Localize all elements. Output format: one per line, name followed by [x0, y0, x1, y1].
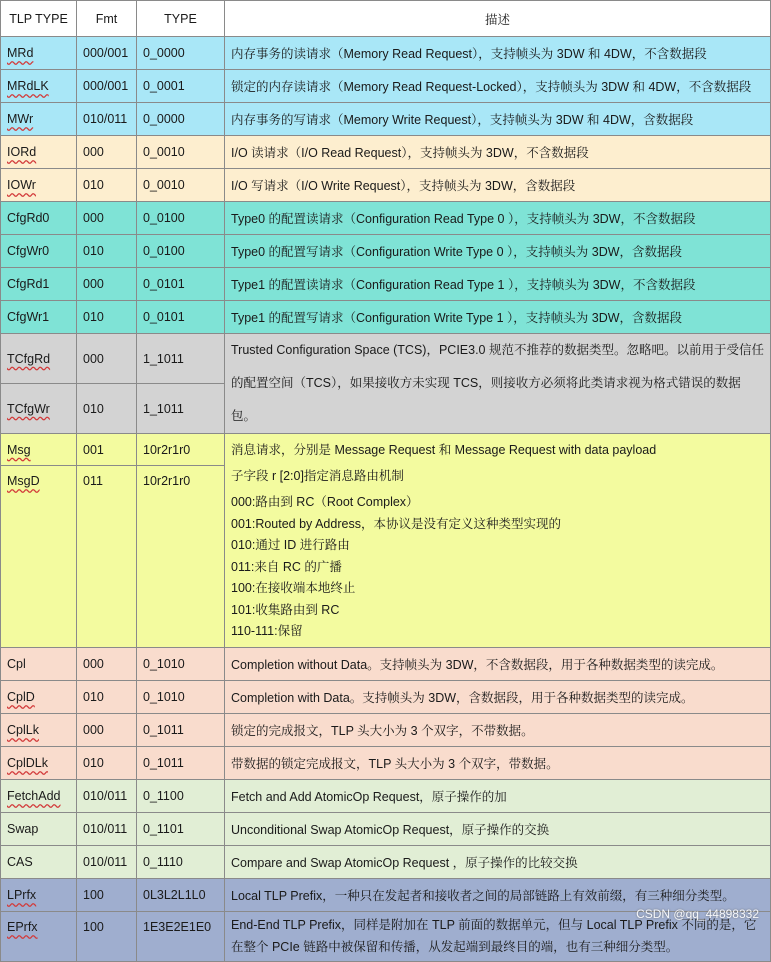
- tlp-desc: Local TLP Prefix，一种只在发起者和接收者之间的局部链路上有效前缀，有三种细分类型。: [225, 879, 771, 912]
- tlp-type-code: 1E3E2E1E0: [137, 912, 225, 962]
- tlp-desc: Type0 的配置读请求（Configuration Read Type 0 ），支持帧头为 3DW，不含数据段: [225, 202, 771, 235]
- msg-desc-line: 子字段 r [2:0]指定消息路由机制: [231, 469, 404, 483]
- tlp-fmt: 000: [77, 202, 137, 235]
- tlp-type-code: 1_1011: [137, 384, 225, 434]
- header-tlp-type: TLP TYPE: [1, 1, 77, 37]
- tlp-desc: Type0 的配置写请求（Configuration Write Type 0 ），支持帧头为 3DW，含数据段: [225, 235, 771, 268]
- table-row: [1, 103, 771, 136]
- table-row: [1, 648, 771, 681]
- tlp-fmt: 000: [77, 136, 137, 169]
- tlp-name: TCfgWr: [1, 384, 77, 434]
- tlp-desc: Fetch and Add AtomicOp Request，原子操作的加: [225, 780, 771, 813]
- tlp-type-code: 0_1010: [137, 681, 225, 714]
- table-row: [1, 434, 771, 466]
- tlp-fmt: 000: [77, 268, 137, 301]
- tlp-fmt: 001: [77, 434, 137, 466]
- table-row: [1, 136, 771, 169]
- tlp-fmt: 010/011: [77, 103, 137, 136]
- table-row: [1, 37, 771, 70]
- tlp-desc: 内存事务的写请求（Memory Write Request），支持帧头为 3DW 和 4DW，含数据段: [225, 103, 771, 136]
- msg-route-item: 100:在接收端本地终止: [231, 581, 356, 595]
- tlp-type-code: 10r2r1r0: [137, 434, 225, 466]
- tlp-type-code: 0_1010: [137, 648, 225, 681]
- tlp-desc: Unconditional Swap AtomicOp Request，原子操作的交换: [225, 813, 771, 846]
- tlp-type-code: 0L3L2L1L0: [137, 879, 225, 912]
- tlp-desc: I/O 读请求（I/O Read Request），支持帧头为 3DW，不含数据段: [225, 136, 771, 169]
- tlp-type-code: 0_1011: [137, 747, 225, 780]
- tlp-name: CplLk: [1, 714, 77, 747]
- tlp-type-code: 0_0100: [137, 235, 225, 268]
- tlp-fmt: 010/011: [77, 846, 137, 879]
- table-row: [1, 334, 771, 384]
- tlp-type-code: 0_0000: [137, 37, 225, 70]
- tlp-name: FetchAdd: [1, 780, 77, 813]
- tlp-desc: Compare and Swap AtomicOp Request ，原子操作的比较交换: [225, 846, 771, 879]
- msg-route-item: 001:Routed by Address，本协议是没有定义这种类型实现的: [231, 516, 561, 531]
- msg-route-item: 011:来自 RC 的广播: [231, 559, 342, 574]
- tlp-desc: Completion without Data。支持帧头为 3DW，不含数据段，用于各种数据类型的读完成。: [225, 648, 771, 681]
- tlp-name: MsgD: [1, 466, 77, 648]
- tlp-type-code: 10r2r1r0: [137, 466, 225, 648]
- tlp-name: CAS: [1, 846, 77, 879]
- table-row: [1, 813, 771, 846]
- tlp-name: EPrfx: [1, 912, 77, 962]
- tlp-fmt: 010: [77, 301, 137, 334]
- table-row: [1, 747, 771, 780]
- header-desc: 描述: [225, 1, 771, 37]
- tlp-name: CfgWr0: [1, 235, 77, 268]
- tlp-name: MWr: [1, 103, 77, 136]
- header-fmt: Fmt: [77, 1, 137, 37]
- tlp-desc: Type1 的配置写请求（Configuration Write Type 1 ），支持帧头为 3DW，含数据段: [225, 301, 771, 334]
- table-row: [1, 268, 771, 301]
- tlp-type-code: 0_0000: [137, 103, 225, 136]
- tlp-name: CfgRd1: [1, 268, 77, 301]
- tlp-fmt: 100: [77, 912, 137, 962]
- tlp-type-code: 0_0101: [137, 301, 225, 334]
- tlp-fmt: 011: [77, 466, 137, 648]
- tlp-name: CplD: [1, 681, 77, 714]
- table-row: [1, 70, 771, 103]
- msg-route-item: 000:路由到 RC（Root Complex）: [231, 495, 419, 509]
- tlp-name: Cpl: [1, 648, 77, 681]
- msg-route-item: 010:通过 ID 进行路由: [231, 538, 350, 552]
- tlp-fmt: 000: [77, 334, 137, 384]
- tlp-name: TCfgRd: [1, 334, 77, 384]
- table-row: [1, 169, 771, 202]
- tlp-name: Msg: [1, 434, 77, 466]
- tlp-fmt: 000/001: [77, 70, 137, 103]
- tlp-fmt: 000: [77, 648, 137, 681]
- tlp-name: CfgWr1: [1, 301, 77, 334]
- tlp-fmt: 010: [77, 169, 137, 202]
- tlp-desc: 锁定的内存读请求（Memory Read Request-Locked），支持帧头为 3DW 和 4DW，不含数据段: [225, 70, 771, 103]
- tlp-type-code: 0_0100: [137, 202, 225, 235]
- tlp-fmt: 100: [77, 879, 137, 912]
- tlp-fmt: 000/001: [77, 37, 137, 70]
- tlp-desc: 内存事务的读请求（Memory Read Request），支持帧头为 3DW 和 4DW，不含数据段: [225, 37, 771, 70]
- tlp-type-code: 0_1101: [137, 813, 225, 846]
- tlp-fmt: 010: [77, 384, 137, 434]
- tlp-type-code: 0_0010: [137, 136, 225, 169]
- tlp-fmt: 010/011: [77, 780, 137, 813]
- tlp-fmt: 010: [77, 681, 137, 714]
- table-row: [1, 202, 771, 235]
- tlp-type-code: 1_1011: [137, 334, 225, 384]
- tlp-desc: Type1 的配置读请求（Configuration Read Type 1 ），支持帧头为 3DW，不含数据段: [225, 268, 771, 301]
- tlp-fmt: 010: [77, 235, 137, 268]
- tlp-type-code: 0_0001: [137, 70, 225, 103]
- tlp-name: IOWr: [1, 169, 77, 202]
- msg-desc: [225, 434, 771, 648]
- tcfg-desc: Trusted Configuration Space (TCS)，PCIE3.0 规范不推荐的数据类型。忽略吧。以前用于受信任的配置空间（TCS），如果接收方未实现 TCS，则接收方必须将此类请求视为格式错误的数据包。: [225, 334, 771, 434]
- table-row: [1, 301, 771, 334]
- tlp-desc: 带数据的锁定完成报文，TLP 头大小为 3 个双字，带数据。: [225, 747, 771, 780]
- tlp-type-code: 0_1011: [137, 714, 225, 747]
- table-row: [1, 235, 771, 268]
- tlp-type-code: 0_0101: [137, 268, 225, 301]
- tlp-type-code: 0_1110: [137, 846, 225, 879]
- tlp-fmt: 010/011: [77, 813, 137, 846]
- watermark: CSDN @qq_44898332: [636, 907, 759, 921]
- tlp-name: MRdLK: [1, 70, 77, 103]
- msg-route-item: 110-111:保留: [231, 624, 303, 638]
- msg-route-item: 101:收集路由到 RC: [231, 602, 340, 617]
- tlp-type-code: 0_1100: [137, 780, 225, 813]
- tlp-desc: I/O 写请求（I/O Write Request），支持帧头为 3DW，含数据段: [225, 169, 771, 202]
- tlp-desc: Completion with Data。支持帧头为 3DW，含数据段，用于各种数据类型的读完成。: [225, 681, 771, 714]
- table-row: [1, 780, 771, 813]
- tlp-name: CfgRd0: [1, 202, 77, 235]
- msg-desc-line: 消息请求，分别是 Message Request 和 Message Request with data payload: [231, 443, 657, 457]
- header-row: [1, 1, 771, 37]
- tlp-fmt: 000: [77, 714, 137, 747]
- tlp-name: CplDLk: [1, 747, 77, 780]
- table-row: [1, 714, 771, 747]
- tlp-name: Swap: [1, 813, 77, 846]
- tlp-name: MRd: [1, 37, 77, 70]
- table-row: [1, 846, 771, 879]
- tlp-desc: End-End TLP Prefix，同样是附加在 TLP 前面的数据单元，但与 Local TLP Prefix 不同的是，它在整个 PCIe 链路中被保留和传播，从发起端到最终目的端，也有三种细分类型。: [225, 912, 771, 962]
- tlp-name: IORd: [1, 136, 77, 169]
- tlp-type-code: 0_0010: [137, 169, 225, 202]
- header-type: TYPE: [137, 1, 225, 37]
- tlp-fmt: 010: [77, 747, 137, 780]
- tlp-desc: 锁定的完成报文，TLP 头大小为 3 个双字，不带数据。: [225, 714, 771, 747]
- table-row: [1, 681, 771, 714]
- tlp-name: LPrfx: [1, 879, 77, 912]
